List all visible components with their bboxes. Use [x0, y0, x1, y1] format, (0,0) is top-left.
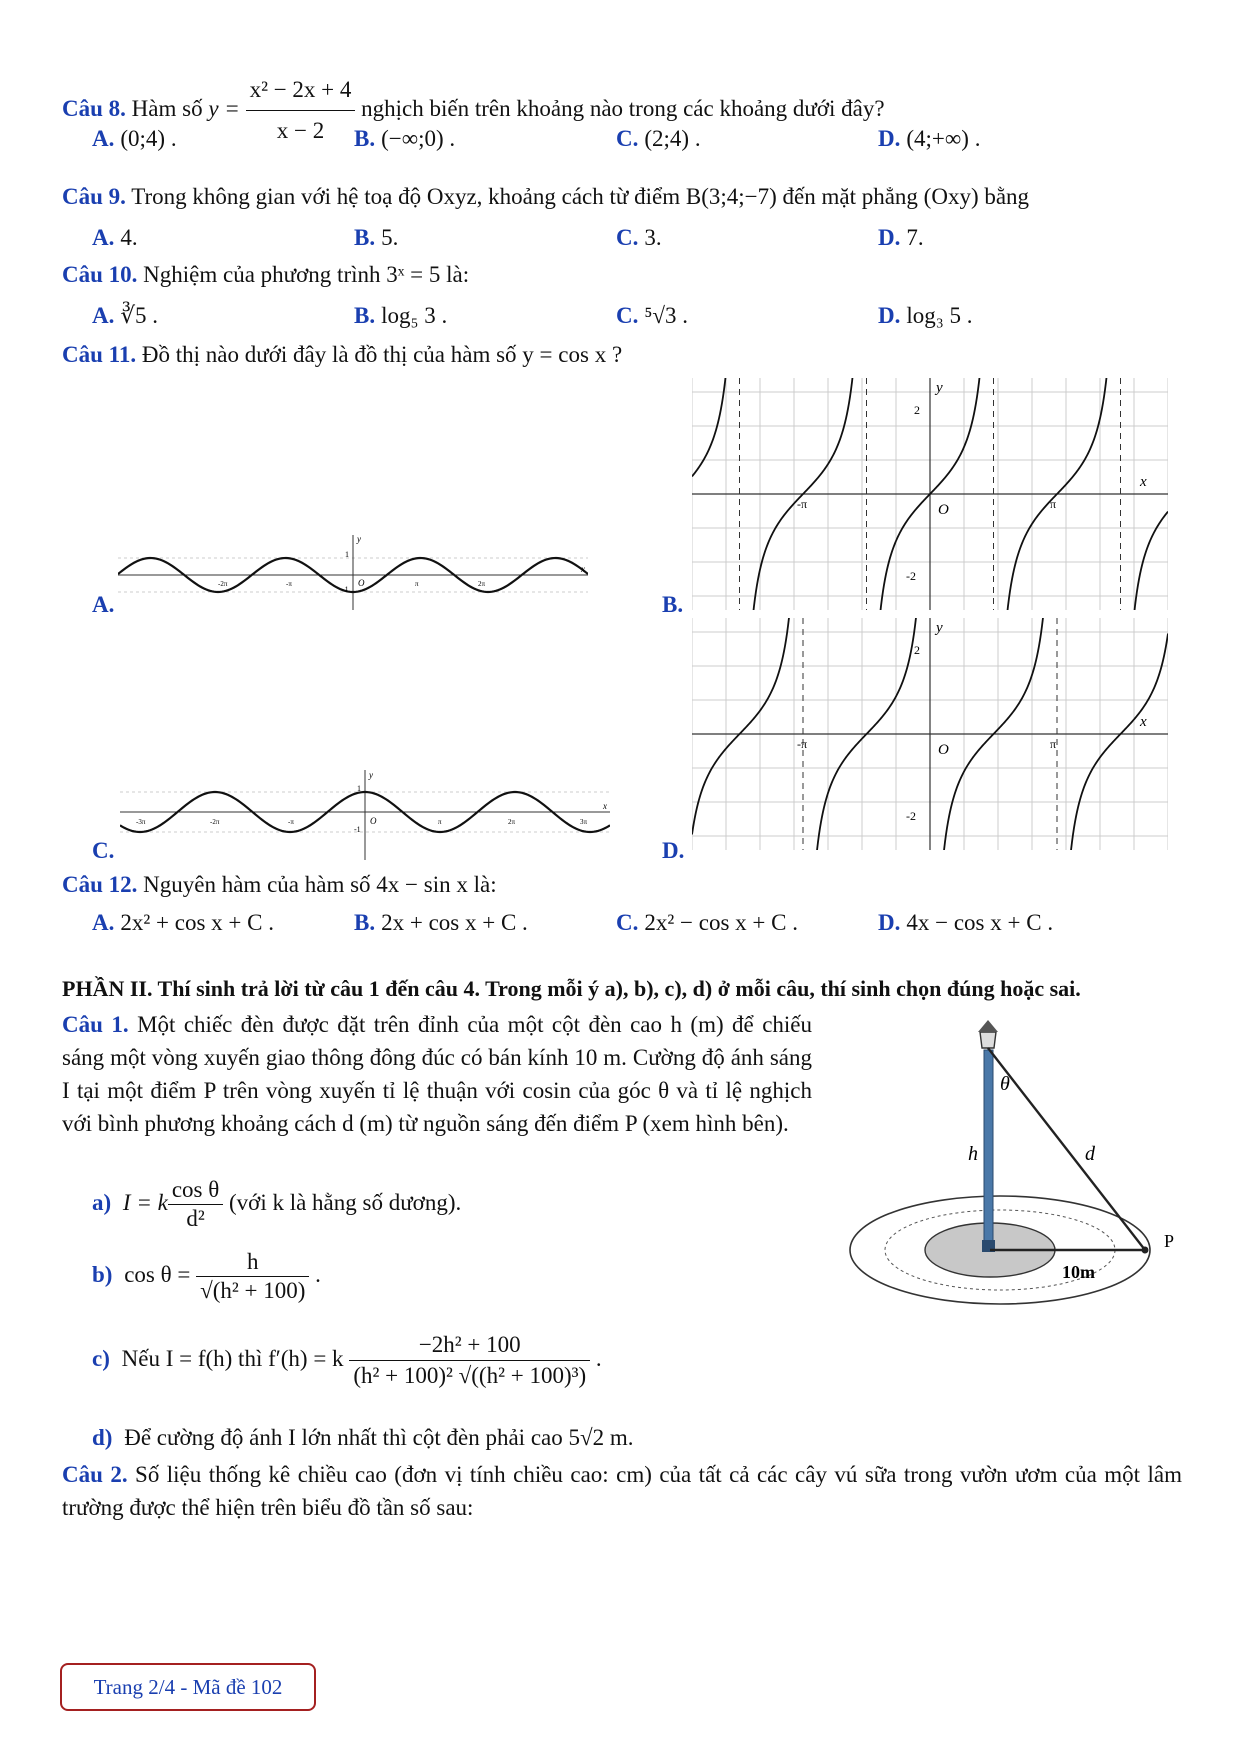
statement-a[interactable]: [92, 1176, 461, 1233]
option-d[interactable]: [878, 126, 980, 152]
tick-label: -2: [906, 809, 916, 823]
graph-c-label: [92, 838, 120, 864]
option-letter: B.: [354, 303, 376, 328]
denominator: x − 2: [276, 118, 325, 143]
h-label: h: [968, 1143, 978, 1165]
graph-d-label: [662, 838, 690, 864]
option-value: (2;4) .: [644, 126, 701, 151]
option-d[interactable]: [878, 303, 973, 329]
statement-text: Để cường độ ánh I lớn nhất thì cột đèn phải cao 5√2 m.: [124, 1425, 634, 1450]
question-11: [62, 342, 622, 368]
option-b[interactable]: [354, 910, 528, 936]
question-9: [62, 184, 1029, 210]
option-value: 4x − cos x + C .: [906, 910, 1054, 935]
option-letter: A.: [92, 225, 115, 250]
option-letter: D.: [878, 225, 901, 250]
fraction: [246, 70, 356, 151]
question-text: nghịch biến trên khoảng nào trong các khoảng dưới đây?: [361, 95, 885, 121]
option-letter: C.: [616, 303, 639, 328]
tick-label: π: [1050, 497, 1057, 511]
tick-label: 3π: [580, 818, 588, 826]
option-value: 7.: [906, 225, 924, 250]
numerator: h: [196, 1248, 309, 1277]
question-label: Câu 2.: [62, 1462, 128, 1487]
formula-lhs: cos θ =: [124, 1261, 191, 1287]
option-value: 2x + cos x + C .: [381, 910, 528, 935]
option-c[interactable]: [616, 910, 798, 936]
y-axis-label: y: [357, 534, 361, 544]
question-text: Trong không gian với hệ toạ độ Oxyz, khoảng cách từ điểm B(3;4;−7) đến mặt phẳng (Oxy) bằng: [131, 184, 1030, 209]
question-text: Số liệu thống kê chiều cao (đơn vị tính chiều cao: cm) của tất cả các cây vú sữa trong vườn ươm của một lâm trường được thể hiện trên biểu đồ tần số sau:: [62, 1462, 1183, 1520]
tick-label: 2: [914, 403, 920, 417]
tick-label: 1: [357, 784, 361, 793]
option-letter: A.: [92, 126, 115, 151]
question-label: Câu 12.: [62, 872, 138, 897]
statement-letter: d): [92, 1425, 113, 1450]
option-value: (0;4) .: [120, 126, 177, 151]
graph-b-label: [662, 592, 689, 618]
option-d[interactable]: [878, 910, 1053, 936]
option-b[interactable]: [354, 225, 398, 251]
option-value: log₃ 5 .: [906, 303, 973, 328]
option-c[interactable]: [616, 303, 688, 329]
option-value: 3.: [644, 225, 662, 250]
option-c[interactable]: [616, 225, 662, 251]
statement-d[interactable]: [92, 1425, 634, 1451]
radius-label: 10m: [1062, 1262, 1095, 1282]
option-b[interactable]: [354, 126, 455, 152]
question-8: [62, 70, 885, 151]
graph-a-label: [92, 592, 120, 618]
fraction: [168, 1176, 223, 1233]
tick-label: -π: [797, 737, 808, 751]
x-axis-label: x: [603, 801, 607, 811]
function-lhs: y =: [208, 95, 240, 121]
page-footer: Trang 2/4 - Mã đề 102: [60, 1663, 316, 1711]
denominator: d²: [186, 1206, 205, 1231]
x-axis-label: x: [581, 564, 585, 574]
option-letter: C.: [616, 225, 639, 250]
statement-letter: c): [92, 1345, 110, 1371]
tick-label: 2π: [478, 580, 486, 588]
question-text: Nguyên hàm của hàm số 4x − sin x là:: [143, 872, 497, 897]
question-label: Câu 11.: [62, 342, 137, 367]
option-letter: D.: [662, 838, 685, 863]
option-value: (4;+∞) .: [906, 126, 981, 151]
statement-text: (với k là hằng số dương).: [229, 1189, 462, 1215]
statement-letter: a): [92, 1189, 112, 1215]
x-axis-label: x: [1140, 474, 1147, 490]
d-label: d: [1085, 1143, 1095, 1165]
option-value: 4.: [120, 225, 138, 250]
origin-label: O: [938, 502, 949, 518]
origin-label: O: [370, 816, 377, 826]
option-letter: B.: [354, 225, 376, 250]
section-heading: PHẦN II. Thí sinh trả lời từ câu 1 đến câu 4. Trong mỗi ý a), b), c), d) ở mỗi câu, thí sinh chọn đúng hoặc sai.: [62, 976, 1081, 1001]
option-a[interactable]: [92, 910, 274, 936]
option-value: 2x² + cos x + C .: [120, 910, 274, 935]
option-letter: C.: [616, 910, 639, 935]
tick-label: -2π: [210, 818, 220, 826]
tick-label: -2: [906, 569, 916, 583]
statement-text: Nếu I = f(h) thì f′(h) = k: [121, 1345, 344, 1371]
option-value: ∛5 .: [120, 303, 159, 328]
fraction: [196, 1248, 309, 1305]
option-c[interactable]: [616, 126, 701, 152]
origin-label: O: [358, 578, 365, 588]
option-value: (−∞;0) .: [381, 126, 456, 151]
p-label: P: [1164, 1231, 1175, 1251]
option-value: 5.: [381, 225, 399, 250]
tick-label: -π: [288, 818, 294, 826]
question-label: Câu 10.: [62, 262, 138, 287]
option-a[interactable]: [92, 225, 138, 251]
tick-label: 1: [345, 550, 349, 559]
tick-label: -1: [342, 585, 349, 594]
lamp-post-figure: [830, 1000, 1190, 1310]
graph-option-d[interactable]: [692, 618, 1168, 850]
tick-label: -2π: [218, 580, 228, 588]
question-text: Đồ thị nào dưới đây là đồ thị của hàm số y = cos x ?: [141, 342, 623, 367]
option-letter: D.: [878, 910, 901, 935]
question-12: [62, 872, 497, 898]
statement-letter: b): [92, 1261, 113, 1287]
question-text: Nghiệm của phương trình 3ˣ = 5 là:: [143, 262, 470, 287]
option-a[interactable]: [92, 126, 177, 152]
option-letter: D.: [878, 303, 901, 328]
y-axis-label: y: [369, 770, 373, 780]
numerator: cos θ: [168, 1176, 223, 1205]
numerator: x² − 2x + 4: [246, 70, 356, 111]
y-axis-label: y: [936, 380, 943, 396]
question-label: Câu 9.: [62, 184, 126, 209]
denominator: √(h² + 100): [200, 1278, 306, 1303]
tick-label: -π: [797, 497, 808, 511]
question-text: Một chiếc đèn được đặt trên đỉnh của một cột đèn cao h (m) để chiếu sáng một vòng xuyến giao thông đông đúc có bán kính 10 m. Cường độ ánh sáng I tại một điểm P trên vòng xuyến tỉ lệ thuận với cosin của góc θ và tỉ lệ nghịch với bình phương khoảng cách d (m) từ nguồn sáng đến điểm P (xem hình bên).: [62, 1012, 813, 1136]
statement-c[interactable]: c) Nếu I = f(h) thì f′(h) = k $\frac{\text{−2h² + 100}}{\text{(h² + 100)² √((h² + 100)³)}}$ .: [92, 1330, 602, 1391]
option-letter: D.: [878, 126, 901, 151]
option-letter: A.: [92, 303, 115, 328]
question-label: Câu 1.: [62, 1012, 129, 1037]
graph-option-c[interactable]: [120, 770, 610, 860]
theta-label: θ: [1000, 1073, 1010, 1095]
tick-label: 2π: [508, 818, 516, 826]
option-letter: B.: [354, 126, 376, 151]
tick-label: -1: [354, 825, 361, 834]
tick-label: -π: [286, 580, 292, 588]
tick-label: π: [1050, 737, 1057, 751]
tick-label: π: [438, 818, 442, 826]
option-letter: A.: [92, 592, 115, 617]
x-axis-label: x: [1140, 714, 1147, 730]
option-b[interactable]: [354, 303, 447, 329]
numerator: −2h² + 100: [349, 1330, 590, 1361]
option-a[interactable]: [92, 303, 158, 329]
option-letter: C.: [616, 126, 639, 151]
question-label: Câu 8.: [62, 95, 126, 121]
y-axis-label: y: [936, 620, 943, 636]
option-letter: B.: [662, 592, 684, 617]
formula-lhs: I = k: [122, 1189, 168, 1215]
option-letter: A.: [92, 910, 115, 935]
tick-label: π: [415, 580, 419, 588]
graph-option-b[interactable]: [692, 378, 1168, 610]
origin-label: O: [938, 742, 949, 758]
question-text: Hàm số: [131, 95, 203, 121]
option-letter: B.: [354, 910, 376, 935]
tick-label: 2: [914, 643, 920, 657]
part2-question-2: [62, 1458, 1182, 1524]
option-value: ⁵√3 .: [644, 303, 689, 328]
denominator: (h² + 100)² √((h² + 100)³): [353, 1363, 587, 1388]
statement-b[interactable]: b) cos θ = $\frac{h}{\text{√(h² + 100)}}$ .: [92, 1249, 321, 1303]
fraction: [349, 1330, 590, 1391]
option-d[interactable]: [878, 225, 924, 251]
part2-question-1: [62, 1008, 812, 1140]
option-value: log₅ 3 .: [381, 303, 448, 328]
graph-option-a[interactable]: [118, 530, 588, 615]
option-letter: C.: [92, 838, 115, 863]
tick-label: -3π: [136, 818, 146, 826]
option-value: 2x² − cos x + C .: [644, 910, 798, 935]
question-10: [62, 262, 469, 288]
